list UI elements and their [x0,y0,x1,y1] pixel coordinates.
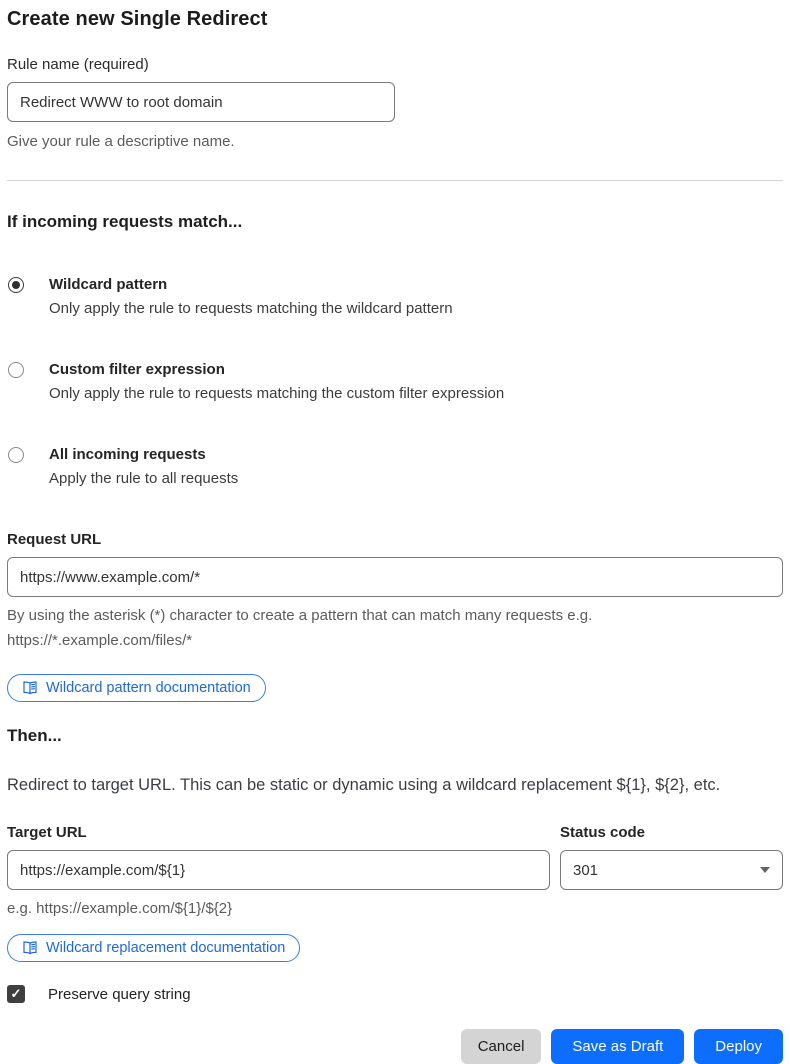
preserve-query-row[interactable] [7,985,783,1003]
radio-label: Wildcard pattern [49,276,453,293]
doc-button-label: Wildcard replacement documentation [46,940,285,956]
radio-button-all-requests[interactable] [8,447,24,463]
then-description: Redirect to target URL. This can be static or dynamic using a wildcard replacement ${1}, ${2}, etc. [7,776,783,795]
form-actions [7,1029,783,1064]
book-icon [22,940,38,956]
radio-button-wildcard-pattern[interactable] [8,277,24,293]
request-url-help-line1: By using the asterisk (*) character to create a pattern that can match many requests e.g. [7,603,783,628]
preserve-query-checkbox[interactable] [7,985,25,1003]
radio-description: Only apply the rule to requests matching the wildcard pattern [49,300,453,317]
page-title: Create new Single Redirect [7,8,783,31]
then-section-heading: Then... [7,726,783,746]
book-icon [22,680,38,696]
rule-name-help: Give your rule a descriptive name. [7,129,783,154]
save-as-draft-button[interactable]: Save as Draft [551,1029,684,1064]
radio-label: All incoming requests [49,446,238,463]
radio-option-2[interactable] [7,446,783,487]
section-divider [7,180,783,181]
radio-description: Only apply the rule to requests matching the custom filter expression [49,385,504,402]
radio-button-custom-filter[interactable] [8,362,24,378]
status-code-select[interactable] [560,850,783,890]
wildcard-pattern-doc-button[interactable] [7,674,266,702]
radio-option-0[interactable] [7,276,783,317]
radio-option-1[interactable] [7,361,783,402]
cancel-button[interactable]: Cancel [461,1029,542,1064]
deploy-button[interactable]: Deploy [694,1029,783,1064]
request-url-help-line2: https://*.example.com/files/* [7,628,783,653]
status-code-label: Status code [560,824,783,841]
match-section-heading: If incoming requests match... [7,212,783,232]
rule-name-label: Rule name (required) [7,56,783,73]
target-url-label: Target URL [7,824,550,841]
preserve-query-label: Preserve query string [48,986,191,1003]
chevron-down-icon [760,867,770,873]
doc-button-label: Wildcard pattern documentation [46,680,251,696]
request-url-help [7,603,783,653]
checkmark-icon: ✓ [11,986,22,1002]
wildcard-replacement-doc-button[interactable] [7,934,300,962]
target-status-row [7,795,783,921]
radio-description: Apply the rule to all requests [49,470,238,487]
target-url-input[interactable] [7,850,550,890]
request-url-label: Request URL [7,531,783,548]
rule-name-input[interactable] [7,82,395,122]
status-code-value: 301 [573,862,598,879]
radio-label: Custom filter expression [49,361,504,378]
target-url-help: e.g. https://example.com/${1}/${2} [7,896,550,921]
request-url-input[interactable] [7,557,783,597]
